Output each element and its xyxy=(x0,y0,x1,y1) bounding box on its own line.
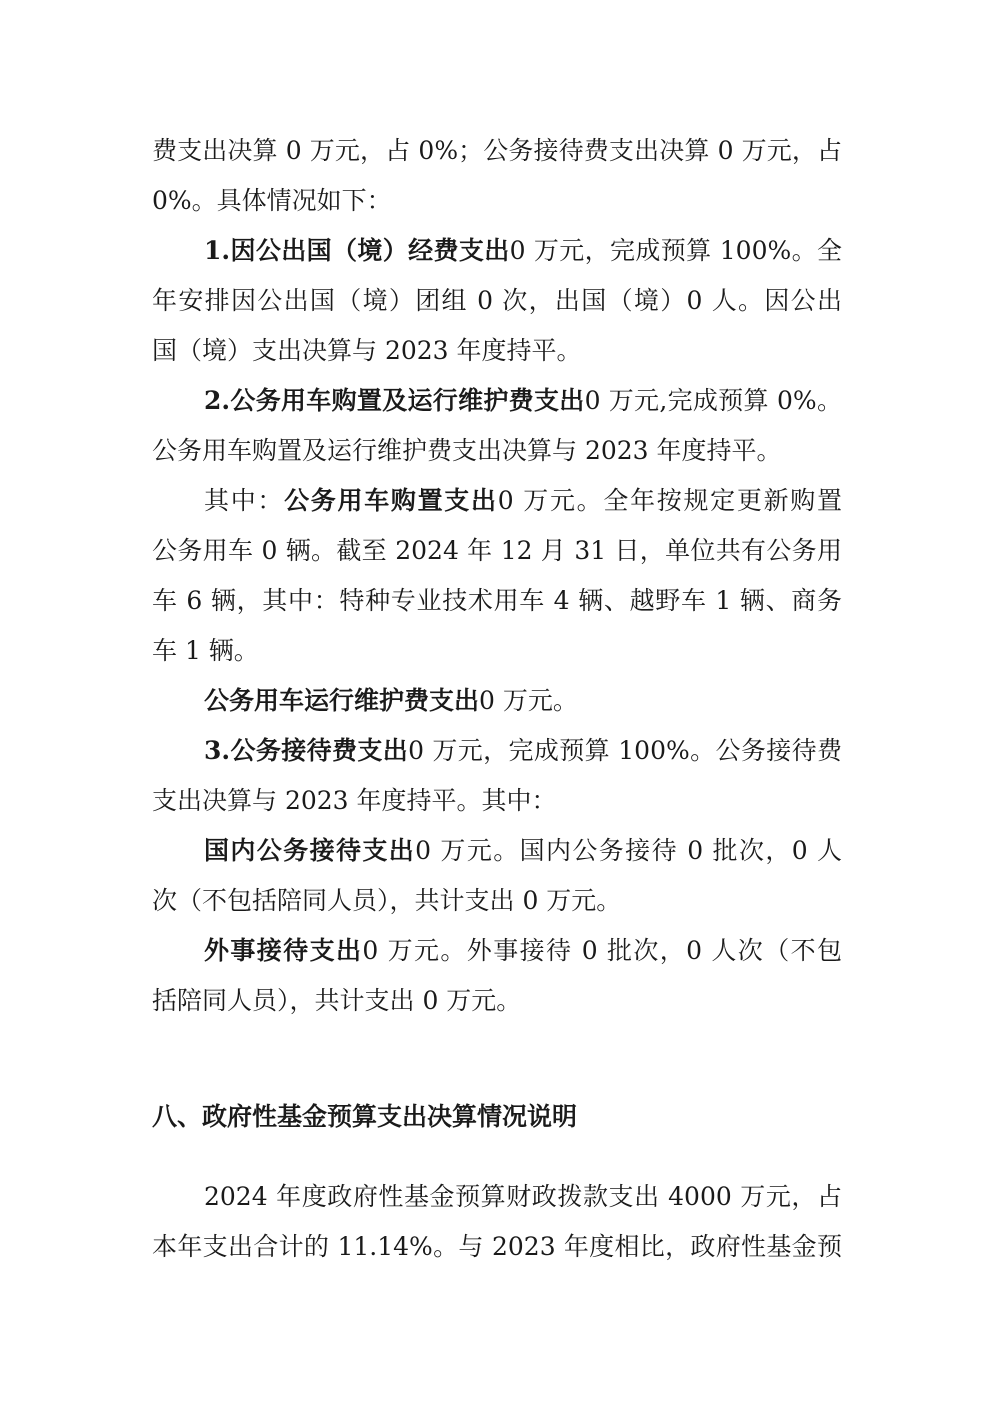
section8-line-2: 本年支出合计的 11.14%。与 2023 年度相比，政府性基金预 xyxy=(152,1232,842,1261)
purchase-line-2: 公务用车 0 辆。截至 2024 年 12 月 31 日，单位共有公务用 xyxy=(152,536,842,565)
section8-line-1: 2024 年度政府性基金预算财政拨款支出 4000 万元，占 xyxy=(204,1182,842,1211)
item2-line-2: 公务用车购置及运行维护费支出决算与 2023 年度持平。 xyxy=(152,436,782,465)
item1-line-3: 国（境）支出决算与 2023 年度持平。 xyxy=(152,336,582,365)
maintenance-line xyxy=(204,684,842,718)
item1-title: 1.因公出国（境）经费支出 xyxy=(204,236,510,265)
item1-line-2: 年安排因公出国（境）团组 0 次，出国（境）0 人。因公出 xyxy=(152,286,842,315)
intro-line-2: 0%。具体情况如下： xyxy=(152,186,392,215)
item3-line-2: 支出决算与 2023 年度持平。其中： xyxy=(152,786,557,815)
purchase-line-1-text: 0 万元。全年按规定更新购置 xyxy=(497,486,842,515)
domestic-title: 国内公务接待支出 xyxy=(204,836,416,865)
foreign-line-1 xyxy=(204,934,842,968)
item2-title: 2.公务用车购置及运行维护费支出 xyxy=(204,386,585,415)
section8-heading: 八、政府性基金预算支出决算情况说明 xyxy=(152,1102,578,1131)
item3-line-1-text: 0 万元，完成预算 100%。公务接待费 xyxy=(408,736,842,765)
item1-line-1-text: 0 万元，完成预算 100%。全 xyxy=(509,236,842,265)
domestic-line-1-text: 0 万元。国内公务接待 0 批次，0 人 xyxy=(415,836,842,865)
domestic-line-2: 次（不包括陪同人员），共计支出 0 万元。 xyxy=(152,886,622,915)
foreign-line-1-text: 0 万元。外事接待 0 批次，0 人次（不包 xyxy=(362,936,842,965)
purchase-line-3: 车 6 辆，其中：特种专业技术用车 4 辆、越野车 1 辆、商务 xyxy=(152,586,842,615)
item3-line-1 xyxy=(204,734,842,768)
purchase-line-1 xyxy=(204,484,842,518)
purchase-line-4: 车 1 辆。 xyxy=(152,636,259,665)
foreign-title: 外事接待支出 xyxy=(204,936,363,965)
intro-line-1: 费支出决算 0 万元，占 0%；公务接待费支出决算 0 万元，占 xyxy=(152,136,842,165)
purchase-title: 公务用车购置支出 xyxy=(284,486,498,515)
item1-line-1 xyxy=(204,234,842,268)
foreign-line-2: 括陪同人员），共计支出 0 万元。 xyxy=(152,986,522,1015)
item2-line-1-text: 0 万元,完成预算 0%。 xyxy=(584,386,842,415)
maintenance-text: 0 万元。 xyxy=(479,686,578,715)
purchase-prefix: 其中： xyxy=(204,486,285,515)
domestic-line-1 xyxy=(204,834,842,868)
item3-title: 3.公务接待费支出 xyxy=(204,736,409,765)
maintenance-title: 公务用车运行维护费支出 xyxy=(204,686,480,715)
item2-line-1 xyxy=(204,384,842,418)
